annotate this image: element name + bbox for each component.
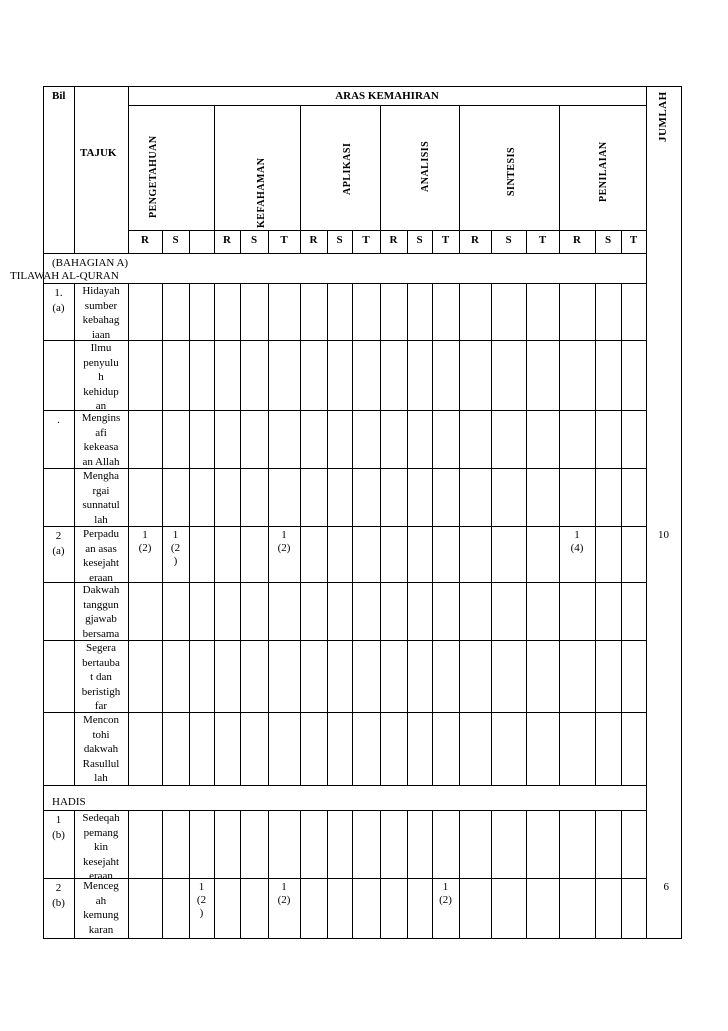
bil-header: Bil: [52, 90, 66, 102]
row-tajuk-line: t dan: [90, 671, 112, 683]
grid-column-line: [526, 810, 527, 938]
mark-value: 1: [281, 529, 287, 541]
row-tajuk-line: bersama: [82, 627, 120, 640]
row-tajuk-line: ah: [95, 894, 107, 907]
mark-value: (2): [138, 542, 152, 554]
mark-value: 1: [172, 529, 179, 541]
sub-header-cell: R: [309, 234, 318, 246]
jumlah-header: JUMLAH: [657, 91, 669, 142]
mark-value: (2: [196, 894, 207, 906]
row-tajuk-line: an: [95, 400, 107, 412]
row-tajuk-line: dakwah: [83, 743, 119, 755]
mark-value: ): [173, 555, 178, 567]
grid-column-line: [300, 810, 301, 938]
mark-value: (2: [170, 542, 181, 554]
mark-value: 1: [281, 881, 287, 893]
mark-value: (2): [277, 542, 291, 554]
grid-column-line: [268, 810, 269, 938]
table-border-top: [43, 86, 681, 87]
sub-header-cell: S: [250, 234, 258, 246]
grid-column-line: [214, 230, 215, 785]
mark-value: (4): [570, 542, 584, 554]
row-tajuk-line: eraan: [89, 870, 113, 882]
group-header-aplikasi: APLIKASI: [342, 142, 353, 195]
table-border-right: [681, 86, 682, 939]
grid-column-line: [300, 230, 301, 785]
group-separator: [214, 105, 215, 230]
row-tajuk-line: Segera: [86, 642, 116, 654]
row-tajuk-line: Hidayah: [82, 285, 120, 297]
mark-value: 6: [663, 881, 669, 893]
sub-header-cell: S: [604, 234, 612, 246]
row-tajuk-line: an asas: [85, 542, 117, 555]
row-bil: 1.: [54, 287, 63, 299]
grid-column-line: [352, 230, 353, 785]
group-separator: [459, 105, 460, 230]
sub-header-cell: T: [362, 234, 370, 246]
sub-header-cell: R: [141, 234, 149, 246]
grid-column-line: [621, 230, 622, 785]
grid-column-line: [327, 230, 328, 785]
mark-value: 1: [442, 881, 449, 893]
tajuk-column-line: [128, 86, 129, 253]
grid-column-line: [162, 810, 163, 938]
grid-column-line: [240, 230, 241, 785]
sub-header-cell: T: [280, 234, 288, 246]
bil-column-line: [74, 86, 75, 253]
group-header-pengetahuan: PENGETAHUAN: [148, 135, 159, 218]
sub-header-cell: R: [223, 234, 231, 246]
row-tajuk-line: lah: [94, 772, 108, 784]
group-separator: [300, 105, 301, 230]
row-tajuk-line: Sedeqah: [82, 812, 120, 824]
group-separator: [559, 105, 560, 230]
grid-column-line: [459, 230, 460, 785]
row-tajuk-line: tanggun: [83, 598, 119, 611]
row-tajuk-line: kesejaht: [82, 557, 120, 569]
row-tajuk-line: Rasullul: [82, 757, 120, 770]
row-tajuk-line: lah: [94, 513, 108, 526]
grid-column-line: [432, 810, 433, 938]
row-tajuk-line: h: [98, 371, 104, 383]
grid-column-line: [646, 810, 647, 938]
row-tajuk-line: pemang: [83, 826, 119, 839]
row-line: [43, 640, 646, 641]
grid-column-line: [526, 230, 527, 785]
row-tajuk-line: bertauba: [82, 656, 120, 669]
row-tajuk-line: Ilmu: [90, 342, 112, 354]
section-hadis: HADIS: [52, 796, 86, 808]
section-strip: [44, 254, 646, 283]
grid-column-line: [621, 810, 622, 938]
row-bil: (a): [52, 544, 65, 557]
mark-value: (2): [439, 894, 452, 906]
row-tajuk-line: kekeasa: [83, 441, 119, 453]
mark-value: 10: [658, 529, 669, 541]
row-tajuk-line: tohi: [92, 728, 110, 741]
row-tajuk-line: Menceg: [83, 880, 119, 892]
tajuk-column-line: [128, 810, 129, 938]
row-tajuk-line: an Allah: [82, 455, 120, 468]
mark-value: (2): [277, 894, 291, 906]
row-line: [43, 878, 646, 879]
aras-kemahiran-header: ARAS KEMAHIRAN: [335, 90, 439, 102]
group-header-analisis: ANALISIS: [420, 140, 431, 192]
group-header-sintesis: SINTESIS: [506, 146, 517, 196]
row-tajuk-line: far: [94, 700, 108, 712]
tajuk-header: TAJUK: [80, 147, 117, 159]
row-tajuk-line: beristigh: [81, 685, 121, 698]
grid-column-line: [380, 810, 381, 938]
sub-header-cell: R: [471, 234, 479, 246]
grid-column-line: [327, 810, 328, 938]
row-tajuk-line: rgai: [92, 484, 110, 497]
row-tajuk-line: karan: [88, 923, 114, 936]
grid-column-line: [595, 230, 596, 785]
subheader-line: [128, 230, 646, 231]
grid-column-line: [189, 230, 190, 785]
grid-column-line: [352, 810, 353, 938]
grid-column-line: [491, 230, 492, 785]
grid-column-line: [380, 230, 381, 785]
row-line: [43, 468, 646, 469]
grid-column-line: [162, 230, 163, 785]
mark-value: 1: [198, 881, 205, 893]
group-header-penilaian: PENILAIAN: [598, 141, 609, 202]
sub-header-cell: S: [172, 234, 179, 246]
row-bil: 1: [55, 814, 62, 826]
row-bil: (a): [52, 301, 65, 314]
grid-column-line: [559, 230, 560, 785]
section-bahagian-a: (BAHAGIAN A): [52, 257, 129, 269]
row-tajuk-line: Mengins: [81, 412, 121, 424]
sub-header-cell: R: [573, 234, 581, 246]
mark-value: ): [199, 907, 204, 919]
section-bottom-line: [43, 283, 646, 284]
row-bil: .: [57, 414, 60, 426]
row-tajuk-line: gjawab: [85, 613, 117, 625]
row-tajuk-line: kin: [93, 841, 109, 853]
grid-column-line: [595, 810, 596, 938]
grid-column-line: [432, 230, 433, 785]
group-separator: [380, 105, 381, 230]
grid-column-line: [214, 810, 215, 938]
row-tajuk-line: sumber: [84, 299, 118, 312]
row-tajuk-line: Mencon: [82, 714, 120, 726]
row-tajuk-line: kebahag: [82, 314, 120, 326]
row-line: [43, 410, 646, 411]
sub-header-cell: S: [416, 234, 423, 246]
row-tajuk-line: Dakwah: [82, 584, 120, 596]
grid-column-line: [646, 230, 647, 785]
grid-column-line: [491, 810, 492, 938]
row-tajuk-line: kemung: [83, 909, 119, 921]
grid-column-line: [240, 810, 241, 938]
mark-value: 1: [574, 529, 580, 541]
sub-header-cell: T: [441, 234, 450, 246]
row-tajuk-line: kesejaht: [82, 855, 120, 868]
table-border-bottom: [43, 938, 681, 939]
row-line: [43, 712, 646, 713]
row-line: [43, 582, 646, 583]
row-tajuk-line: eraan: [89, 571, 113, 584]
section-strip: [44, 786, 646, 810]
aras-header-line: [128, 105, 646, 106]
group-header-kefahaman: KEFAHAMAN: [256, 157, 267, 228]
sub-header-cell: R: [389, 234, 398, 246]
sub-header-cell: S: [505, 234, 512, 246]
row-tajuk-line: penyulu: [83, 356, 119, 369]
row-bil: 2: [55, 530, 62, 542]
row-bil: (b): [52, 896, 65, 909]
row-tajuk-line: iaan: [91, 328, 111, 341]
sub-header-cell: T: [629, 234, 638, 246]
sub-header-cell: S: [336, 234, 343, 246]
row-line: [43, 340, 646, 341]
grid-column-line: [407, 810, 408, 938]
row-bil: 2: [55, 882, 62, 894]
row-tajuk-line: afi: [95, 426, 107, 439]
row-tajuk-line: kehidup: [83, 385, 119, 398]
sub-header-cell: T: [538, 234, 547, 246]
row-tajuk-line: Perpadu: [82, 528, 120, 540]
row-bil: (b): [52, 828, 65, 841]
mark-value: 1: [142, 529, 148, 541]
row-line: [43, 526, 646, 527]
grid-column-line: [559, 810, 560, 938]
row-tajuk-line: Mengha: [82, 470, 120, 482]
grid-column-line: [407, 230, 408, 785]
grid-column-line: [459, 810, 460, 938]
section-tilawah: TILAWAH AL-QURAN: [10, 270, 119, 282]
row-tajuk-line: sunnatul: [82, 499, 120, 511]
row-line: [43, 810, 646, 811]
grid-column-line: [268, 230, 269, 785]
